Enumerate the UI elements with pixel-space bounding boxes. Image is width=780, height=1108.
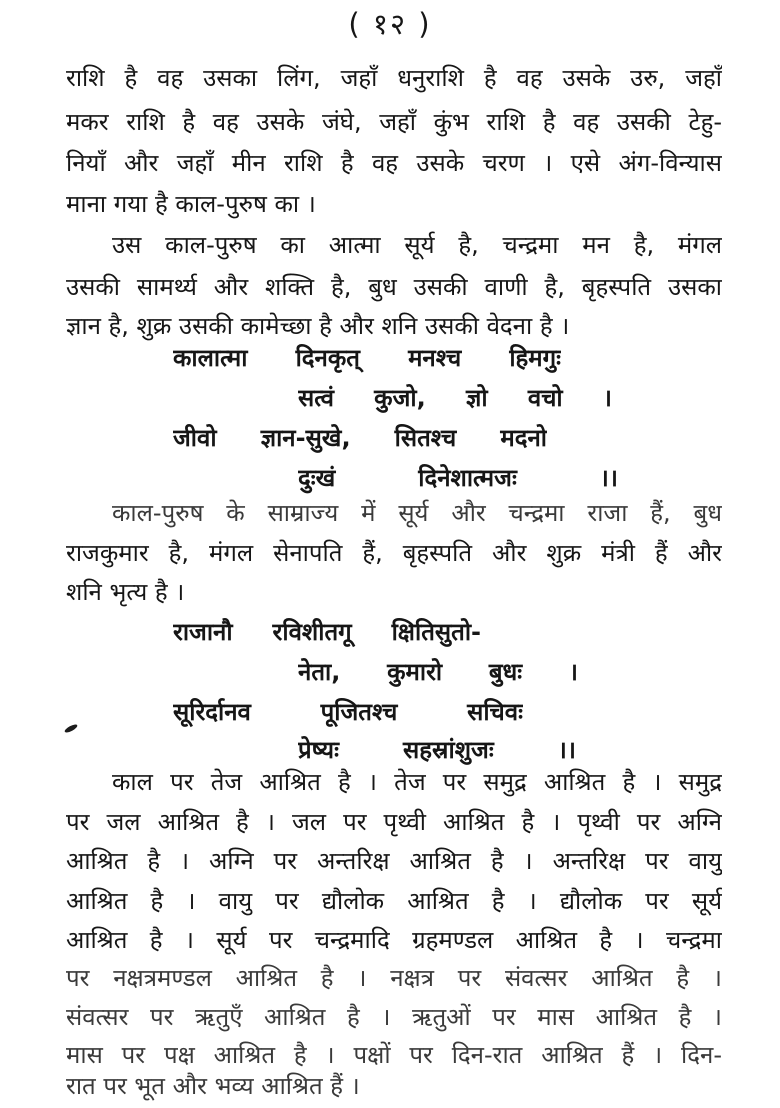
text-line: आश्रित है । वायु पर द्यौलोक आश्रित है । द्यौलोक पर सूर्य xyxy=(66,887,722,915)
text-line: नियाँ और जहाँ मीन राशि है वह उसके चरण । एसे अंग-विन्यास xyxy=(66,149,722,177)
text-line: राजकुमार है, मंगल सेनापति हैं, बृहस्पति और शुक्र मंत्री हैं और xyxy=(66,539,722,567)
verse-line: दुःखं दिनेशात्मजः ।। xyxy=(298,464,618,492)
text-line: काल पर तेज आश्रित है । तेज पर समुद्र आश्रित है । समुद्र xyxy=(112,768,722,796)
text-line: संवत्सर पर ऋतुएँ आश्रित है । ऋतुओं पर मास आश्रित है । xyxy=(66,1003,722,1031)
text-line: पर जल आश्रित है । जल पर पृथ्वी आश्रित है । पृथ्वी पर अग्नि xyxy=(66,808,722,836)
text-line: आश्रित है । सूर्य पर चन्द्रमादि ग्रहमण्डल आश्रित है । चन्द्रमा xyxy=(66,926,722,954)
text-line: काल-पुरुष के साम्राज्य में सूर्य और चन्द्रमा राजा हैं, बुध xyxy=(112,499,722,527)
text-line: शनि भृत्य है । xyxy=(66,578,185,606)
text-line: मकर राशि है वह उसके जंघे, जहाँ कुंभ राशि है वह उसकी टेहु- xyxy=(66,108,722,136)
text-line: मास पर पक्ष आश्रित है । पक्षों पर दिन-रात आश्रित हैं । दिन- xyxy=(66,1041,722,1069)
verse-line: सूरिर्दानव पूजितश्च सचिवः xyxy=(173,698,523,726)
text-line: रात पर भूत और भव्य आश्रित हैं । xyxy=(66,1072,360,1100)
text-line: उस काल-पुरुष का आत्मा सूर्य है, चन्द्रमा मन है, मंगल xyxy=(112,231,722,259)
verse-line: नेता, कुमारो बुधः । xyxy=(298,658,578,686)
text-line: ज्ञान है, शुक्र उसकी कामेच्छा है और शनि उसकी वेदना है । xyxy=(66,312,570,340)
text-line: आश्रित है । अग्नि पर अन्तरिक्ष आश्रित है । अन्तरिक्ष पर वायु xyxy=(66,847,722,875)
text-line: राशि है वह उसका लिंग, जहाँ धनुराशि है वह उसके उरु, जहाँ xyxy=(66,64,722,92)
ink-mark xyxy=(64,723,79,734)
verse-line: कालात्मा दिनकृत् मनश्च हिमगुः xyxy=(173,344,561,372)
verse-line: सत्वं कुजो, ज्ञो वचो । xyxy=(298,384,612,412)
page-number: ( १२ ) xyxy=(348,7,432,41)
text-line: उसकी सामर्थ्य और शक्ति है, बुध उसकी वाणी है, बृहस्पति उसका xyxy=(66,273,722,301)
verse-line: राजानौ रविशीतगू क्षितिसुतो- xyxy=(173,618,481,646)
verse-line: प्रेष्यः सहस्रांशुजः ।। xyxy=(298,736,576,764)
text-line: माना गया है काल-पुरुष का । xyxy=(66,190,316,218)
verse-line: जीवो ज्ञान-सुखे, सितश्च मदनो xyxy=(173,424,547,452)
text-line: पर नक्षत्रमण्डल आश्रित है । नक्षत्र पर संवत्सर आश्रित है । xyxy=(66,964,722,992)
